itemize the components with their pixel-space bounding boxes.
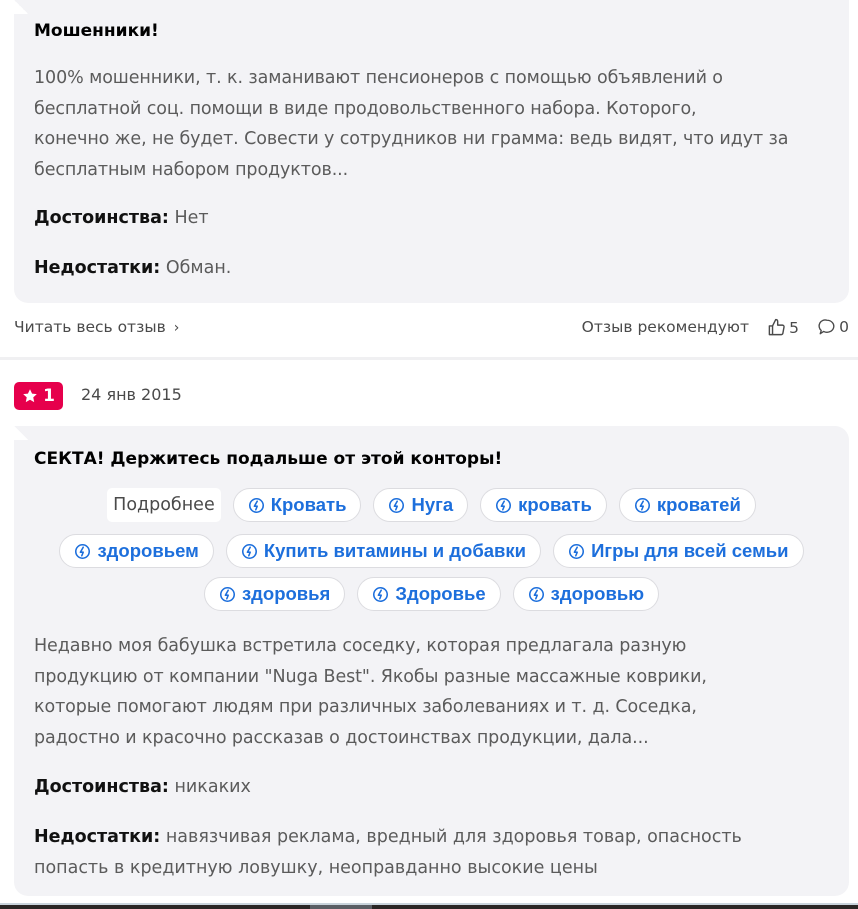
pros-value: Нет <box>174 208 209 228</box>
lightning-circle-icon <box>74 543 91 560</box>
tag-link[interactable]: здоровью <box>513 577 659 611</box>
lightning-circle-icon <box>219 586 236 603</box>
pros-label: Достоинства: <box>34 777 169 797</box>
recommend-label: Отзыв рекомендуют <box>581 318 749 336</box>
lightning-circle-icon <box>241 543 258 560</box>
tag-link[interactable]: здоровья <box>204 577 345 611</box>
cons-value: Обман. <box>165 258 232 278</box>
taskbar-highlight <box>310 905 372 909</box>
tag-link[interactable]: Здоровье <box>357 577 500 611</box>
tag-link[interactable]: Кровать <box>233 488 362 522</box>
tag-link[interactable]: кровать <box>480 488 607 522</box>
review-pros <box>34 203 834 234</box>
taskbar-strip <box>0 905 858 909</box>
review-pros <box>34 772 834 803</box>
review-text: 100% мошенники, т. к. заманивают пенсионеров с помощью объявлений о бесплатной соц. помощи в виде продовольственного набора. Которого, конечно же, не будет. Совести у сотрудников ни грамма: ведь видят, что идут за бесплатным набором продуктов... <box>34 68 789 180</box>
tag-link[interactable]: Игры для всей семьи <box>553 534 803 568</box>
tag-link[interactable]: Нуга <box>373 488 468 522</box>
lightning-circle-icon <box>372 586 389 603</box>
tags-row <box>14 488 849 522</box>
pros-value: никаких <box>174 777 251 797</box>
review-cons <box>34 253 834 284</box>
lightning-circle-icon <box>634 497 651 514</box>
lightning-circle-icon <box>568 543 585 560</box>
chevron-right-icon: › <box>173 320 180 336</box>
lightning-circle-icon <box>528 586 545 603</box>
review-cons: Недостатки: навязчивая реклама, вредный для здоровья товар, опасность попасть в кредитную ловушку, неоправданно высокие цены <box>34 827 742 878</box>
tags-row <box>14 534 849 568</box>
review-divider <box>0 357 858 360</box>
tags-row <box>14 577 849 611</box>
lightning-circle-icon <box>495 497 512 514</box>
tag-link[interactable]: кроватей <box>619 488 756 522</box>
review-footer <box>14 316 849 342</box>
rating-badge <box>14 382 63 410</box>
star-icon <box>22 388 38 404</box>
likes-count: 5 <box>789 318 799 337</box>
review-card <box>14 0 849 303</box>
cons-label: Недостатки: <box>34 258 161 278</box>
rating-value: 1 <box>43 386 55 406</box>
comments-count: 0 <box>839 318 849 336</box>
comment-icon <box>818 318 836 336</box>
cons-value: навязчивая реклама, вредный для здоровья товар, опасность <box>165 827 742 847</box>
review-text: Недавно моя бабушка встретила соседку, которая предлагала разную продукцию от компании "Nuga Best". Якобы разные массажные коврики, которые помогают людям при различных заболеваниях и т. д. Соседка, радостно и красочно рассказав о достоинствах продукции, дала... <box>34 636 707 748</box>
review-date: 24 янв 2015 <box>81 385 182 404</box>
tag-link[interactable]: Купить витамины и добавки <box>226 534 541 568</box>
pros-label: Достоинства: <box>34 208 169 228</box>
read-full-review-link[interactable]: Читать весь отзыв › <box>14 318 180 336</box>
more-tags-label: Подробнее <box>107 488 221 522</box>
lightning-circle-icon <box>388 497 405 514</box>
review-card <box>14 426 849 896</box>
review-title: СЕКТА! Держитесь подальше от этой конторы! <box>34 449 503 469</box>
comments-button[interactable] <box>818 318 849 336</box>
lightning-circle-icon <box>248 497 265 514</box>
tag-link[interactable]: здоровьем <box>59 534 213 568</box>
cons-label: Недостатки: <box>34 827 161 847</box>
thumbs-up-icon <box>767 318 786 337</box>
review-title: Мошенники! <box>34 21 159 41</box>
like-button[interactable] <box>767 318 799 337</box>
